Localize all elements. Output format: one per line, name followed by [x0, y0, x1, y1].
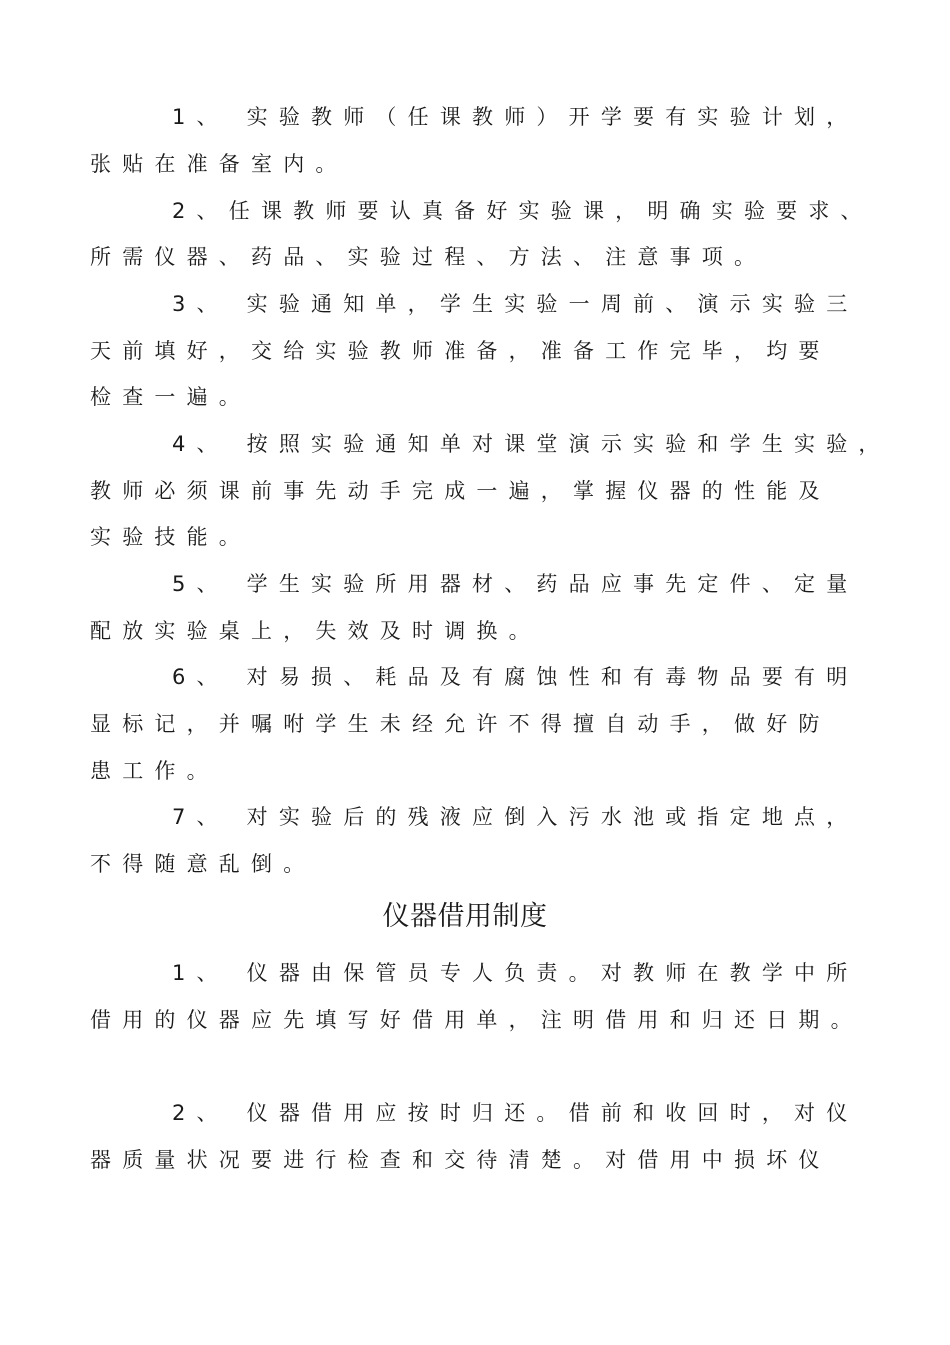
paragraph-line: 张贴在准备室内。	[90, 152, 348, 176]
paragraph-line: 7、 对实验后的残液应倒入污水池或指定地点，	[172, 805, 859, 829]
paragraph-line: 所需仪器、药品、实验过程、方法、注意事项。	[90, 245, 767, 269]
paragraph-line: 配放实验桌上，失效及时调换。	[90, 619, 541, 643]
paragraph-line: 检查一遍。	[90, 385, 251, 409]
paragraph-line: 实验技能。	[90, 525, 251, 549]
paragraph-line: 借用的仪器应先填写好借用单，注明借用和归还日期。	[90, 1008, 863, 1032]
paragraph-line: 2、 仪器借用应按时归还。借前和收回时，对仪	[172, 1101, 859, 1125]
paragraph-line: 6、 对易损、耗品及有腐蚀性和有毒物品要有明	[172, 665, 859, 689]
paragraph-line: 1、 实验教师（任课教师）开学要有实验计划，	[172, 105, 859, 129]
paragraph-line: 1、 仪器由保管员专人负责。对教师在教学中所	[172, 961, 859, 985]
paragraph-line: 患工作。	[90, 759, 219, 783]
paragraph-line: 3、 实验通知单，学生实验一周前、演示实验三	[172, 292, 859, 316]
paragraph-line: 不得随意乱倒。	[90, 852, 316, 876]
section-title: 仪器借用制度	[382, 901, 548, 932]
paragraph-line: 5、 学生实验所用器材、药品应事先定件、定量	[172, 572, 859, 596]
paragraph-line: 器质量状况要进行检查和交待清楚。对借用中损坏仪	[90, 1148, 831, 1172]
paragraph-line: 4、 按照实验通知单对课堂演示实验和学生实验，	[172, 432, 891, 456]
paragraph-line: 显标记，并嘱咐学生未经允许不得擅自动手，做好防	[90, 712, 831, 736]
paragraph-line: 2、任课教师要认真备好实验课，明确实验要求、	[172, 199, 873, 223]
paragraph-line: 教师必须课前事先动手完成一遍，掌握仪器的性能及	[90, 479, 831, 503]
paragraph-line: 天前填好，交给实验教师准备，准备工作完毕，均要	[90, 339, 831, 363]
